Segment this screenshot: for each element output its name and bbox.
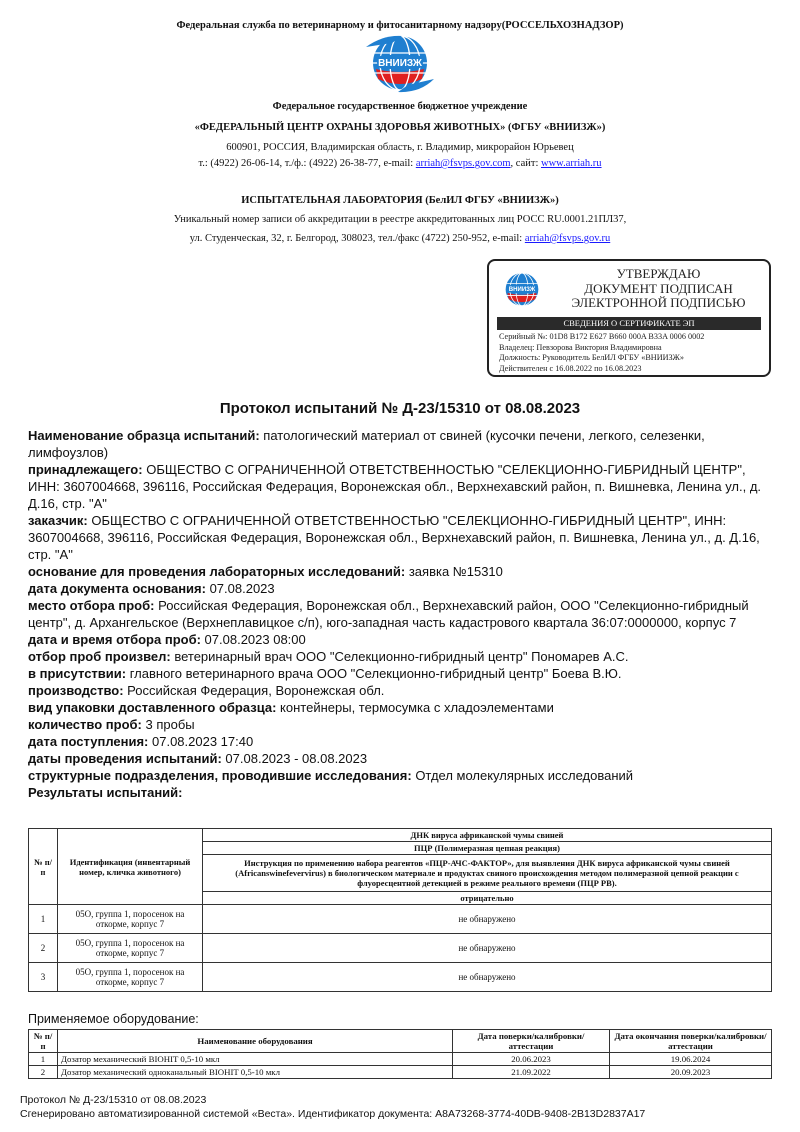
lab-address-text: ул. Студенческая, 32, г. Белгород, 308023, тел./факс (4722) 250-952, e-mail: xyxy=(189,233,525,244)
field-test-dates: даты проведения испытаний: 07.08.2023 - 08.08.2023 xyxy=(28,751,368,766)
table-row: 3 05О, группа 1, поросенок на откорме, корпус 7 не обнаружено xyxy=(29,963,772,992)
stamp-certificate-bar: СВЕДЕНИЯ О СЕРТИФИКАТЕ ЭП xyxy=(497,317,761,330)
stamp-position: Должность: Руководитель БелИЛ ФГБУ «ВНИИЗЖ» xyxy=(499,353,684,362)
stamp-logo-icon xyxy=(499,269,545,311)
table-row: 2 05О, группа 1, поросенок на откорме, корпус 7 не обнаружено xyxy=(29,934,772,963)
equipment-label: Применяемое оборудование: xyxy=(28,1012,199,1026)
stamp-serial: Серийный №: 01D8 B172 E627 B660 000A B33A 0006 0002 xyxy=(499,332,705,341)
footer-protocol: Протокол № Д-23/15310 от 08.08.2023 xyxy=(20,1094,207,1106)
table-row: 1 Дозатор механический BIOHIT 0,5-10 мкл 20.06.2023 19.06.2024 xyxy=(29,1053,772,1066)
protocol-title: Протокол испытаний № Д-23/15310 от 08.08.2023 xyxy=(219,400,581,417)
field-sample-count: количество проб: 3 пробы xyxy=(28,717,195,732)
eq-col-name: Наименование оборудования xyxy=(58,1030,453,1053)
field-sampling-place: место отбора проб: Российская Федерация, Воронежская обл., Верхнехавский район, ООО "Селекционно-гибридный центр", д. Архангельское (Верхнеплавицкое с/п), юго-западная часть кадастрового квартала 36:07:0000000, корпус 7 xyxy=(28,598,749,630)
org-name: «ФЕДЕРАЛЬНЫЙ ЦЕНТР ОХРАНЫ ЗДОРОВЬЯ ЖИВОТНЫХ» (ФГБУ «ВНИИЗЖ») xyxy=(194,122,606,133)
col-num-header: № п/п xyxy=(29,829,58,905)
header-method: ПЦР (Полимеразная цепная реакция) xyxy=(203,842,772,855)
field-owner: принадлежащего: ОБЩЕСТВО С ОГРАНИЧЕННОЙ ОТВЕТСТВЕННОСТЬЮ "СЕЛЕКЦИОННО-ГИБРИДНЫЙ ЦЕНТР", ИНН: 3607004668, 396116, Российская Федерация, Воронежская обл., Верхнехавский район, п. Вишневка, Ленина ул., д. Д.16, стр. "А" xyxy=(28,462,762,511)
site-prefix: , сайт: xyxy=(510,158,541,169)
org-type: Федеральное государственное бюджетное учреждение xyxy=(272,101,528,112)
col-id-header: Идентификация (инвентарный номер, кличка животного) xyxy=(58,829,203,905)
stamp-approve: УТВЕРЖДАЮ xyxy=(616,266,701,281)
protocol-fields xyxy=(28,427,778,801)
header-instruction: Инструкция по применению набора реагентов «ПЦР-АЧС-ФАКТОР», для выявления ДНК вируса африканской чумы свиней (Africanswinefevervirus) в биологическом материале и продуктах свиного происхождения методом полимеразной цепной реакции с флуоресцентной детекцией в режиме реального времени (ПЦР РВ). xyxy=(203,855,772,892)
field-basis: основание для проведения лабораторных исследований: заявка №15310 xyxy=(28,564,503,579)
eq-col-date: Дата поверки/калибровки/аттестации xyxy=(453,1030,610,1053)
field-received-date: дата поступления: 07.08.2023 17:40 xyxy=(28,734,254,749)
field-results-heading: Результаты испытаний: xyxy=(28,785,183,800)
table-row: 1 05О, группа 1, поросенок на откорме, корпус 7 не обнаружено xyxy=(29,905,772,934)
lab-address xyxy=(0,233,800,244)
field-customer: заказчик: ОБЩЕСТВО С ОГРАНИЧЕННОЙ ОТВЕТСТВЕННОСТЬЮ "СЕЛЕКЦИОННО-ГИБРИДНЫЙ ЦЕНТР", ИНН: 3607004668, 396116, Российская Федерация, Воронежская обл., Верхнехавский район, п. Вишневка, Ленина ул., д. Д.16, стр. "А" xyxy=(28,513,760,562)
stamp-info xyxy=(499,332,767,374)
field-departments: структурные подразделения, проводившие исследования: Отдел молекулярных исследований xyxy=(28,768,634,783)
svg-text:ВНИИЗЖ: ВНИИЗЖ xyxy=(378,58,422,69)
field-basis-date: дата документа основания: 07.08.2023 xyxy=(28,581,275,596)
stamp-electronic: ЭЛЕКТРОННОЙ ПОДПИСЬЮ xyxy=(571,295,746,310)
org-address: 600901, РОССИЯ, Владимирская область, г. Владимир, микрорайон Юрьевец xyxy=(226,142,574,153)
header-target: ДНК вируса африканской чумы свиней xyxy=(203,829,772,842)
vniizzh-logo-icon xyxy=(362,33,438,95)
org-contacts xyxy=(0,158,800,169)
table-row: 2 Дозатор механический одноканальный BIOHIT 0,5-10 мкл 21.09.2022 20.09.2023 xyxy=(29,1066,772,1079)
field-packaging: вид упаковки доставленного образца: контейнеры, термосумка с хладоэлементами xyxy=(28,700,554,715)
field-sample-name: Наименование образца испытаний: патологический материал от свиней (кусочки печени, легкого, селезенки, лимфоузлов) xyxy=(28,428,705,460)
signature-stamp xyxy=(487,259,771,377)
email-link[interactable]: arriah@fsvps.gov.com xyxy=(415,158,511,169)
contacts-text: т.: (4922) 26-06-14, т./ф.: (4922) 26-38-77, e-mail: xyxy=(198,158,416,169)
header-norm: отрицательно xyxy=(203,892,772,905)
lab-email-link[interactable]: arriah@fsvps.gov.ru xyxy=(524,233,611,244)
lab-accreditation: Уникальный номер записи об аккредитации в реестре аккредитованных лиц РОСС RU.0001.21ПЛ37, xyxy=(173,214,627,225)
agency-header: Федеральная служба по ветеринарному и фитосанитарному надзору(РОССЕЛЬХОЗНАДЗОР) xyxy=(176,20,624,31)
stamp-title xyxy=(551,267,766,311)
field-sampling-datetime: дата и время отбора проб: 07.08.2023 08:00 xyxy=(28,632,306,647)
svg-text:ВНИИЗЖ: ВНИИЗЖ xyxy=(508,287,536,294)
field-sampler: отбор проб произвел: ветеринарный врач ООО "Селекционно-гибридный центр" Пономарев А.С. xyxy=(28,649,629,664)
eq-col-end: Дата окончания поверки/калибровки/аттестации xyxy=(610,1030,772,1053)
footer-generated: Сгенерировано автоматизированной системой «Веста». Идентификатор документа: A8A73268-3774-40DB-9408-2B13D2837A17 xyxy=(20,1108,646,1120)
site-link[interactable]: www.arriah.ru xyxy=(541,158,602,169)
stamp-signed: ДОКУМЕНТ ПОДПИСАН xyxy=(584,280,733,296)
eq-col-num: № п/п xyxy=(29,1030,58,1053)
field-presence: в присутствии: главного ветеринарного врача ООО "Селекционно-гибридный центр" Боева В.Ю. xyxy=(28,666,622,681)
stamp-owner: Владелец: Певзорова Виктория Владимировна xyxy=(499,342,662,352)
stamp-valid: Действителен с 16.08.2022 по 16.08.2023 xyxy=(499,363,642,373)
lab-name: ИСПЫТАТЕЛЬНАЯ ЛАБОРАТОРИЯ (БелИЛ ФГБУ «ВНИИЗЖ») xyxy=(241,195,559,206)
results-table xyxy=(28,828,772,992)
field-production: производство: Российская Федерация, Воронежская обл. xyxy=(28,683,385,698)
equipment-table xyxy=(28,1029,772,1079)
